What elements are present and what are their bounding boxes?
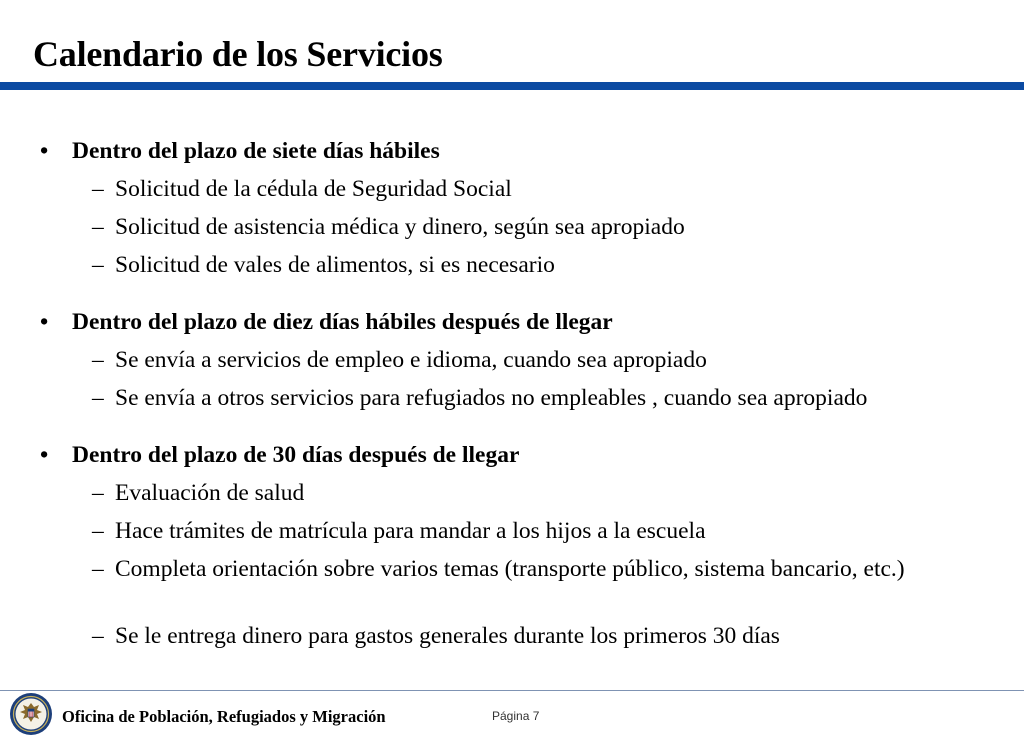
dash-marker: –	[92, 176, 104, 202]
dash-marker: –	[92, 556, 104, 582]
section-heading-text: Dentro del plazo de 30 días después de llegar	[72, 442, 520, 468]
sub-item	[92, 213, 685, 242]
sub-item-text: Se envía a otros servicios para refugiados no empleables , cuando sea apropiado	[115, 385, 868, 411]
footer-organization: Oficina de Población, Refugiados y Migración	[62, 707, 386, 726]
footer-rule	[0, 690, 1024, 691]
page-label: Página	[492, 709, 530, 723]
section-heading-1	[40, 137, 440, 166]
slide-title: Calendario de los Servicios	[33, 34, 443, 74]
dash-marker: –	[92, 385, 104, 411]
sub-item-text: Solicitud de vales de alimentos, si es necesario	[115, 252, 555, 278]
bullet-marker: •	[40, 442, 49, 468]
sub-item	[92, 175, 512, 204]
sub-item-text: Se le entrega dinero para gastos generales durante los primeros 30 días	[115, 623, 780, 649]
title-rule	[0, 82, 1024, 90]
dash-marker: –	[92, 347, 104, 373]
dash-marker: –	[92, 480, 104, 506]
footer-page-number	[492, 709, 539, 723]
sub-item	[92, 251, 555, 280]
section-heading-text: Dentro del plazo de diez días hábiles después de llegar	[72, 309, 613, 335]
sub-item	[92, 479, 304, 508]
us-state-department-seal-icon	[9, 692, 53, 736]
section-heading-text: Dentro del plazo de siete días hábiles	[72, 138, 440, 164]
sub-item-text: Hace trámites de matrícula para mandar a los hijos a la escuela	[115, 518, 706, 544]
sub-item	[92, 346, 707, 375]
dash-marker: –	[92, 214, 104, 240]
sub-item	[92, 555, 965, 584]
section-heading-3	[40, 441, 519, 470]
section-heading-2	[40, 308, 613, 337]
sub-item	[92, 517, 706, 546]
sub-item-text: Se envía a servicios de empleo e idioma, cuando sea apropiado	[115, 347, 707, 373]
sub-item-text: Solicitud de la cédula de Seguridad Social	[115, 176, 512, 202]
page-number: 7	[532, 709, 540, 723]
sub-item-text: Evaluación de salud	[115, 480, 305, 506]
sub-item-text: Completa orientación sobre varios temas (transporte público, sistema bancario, etc.)	[115, 556, 905, 582]
bullet-marker: •	[40, 309, 49, 335]
sub-item-text: Solicitud de asistencia médica y dinero, según sea apropiado	[115, 214, 685, 240]
sub-item	[92, 622, 780, 651]
dash-marker: –	[92, 252, 104, 278]
bullet-marker: •	[40, 138, 49, 164]
dash-marker: –	[92, 518, 104, 544]
dash-marker: –	[92, 623, 104, 649]
sub-item	[92, 384, 867, 413]
